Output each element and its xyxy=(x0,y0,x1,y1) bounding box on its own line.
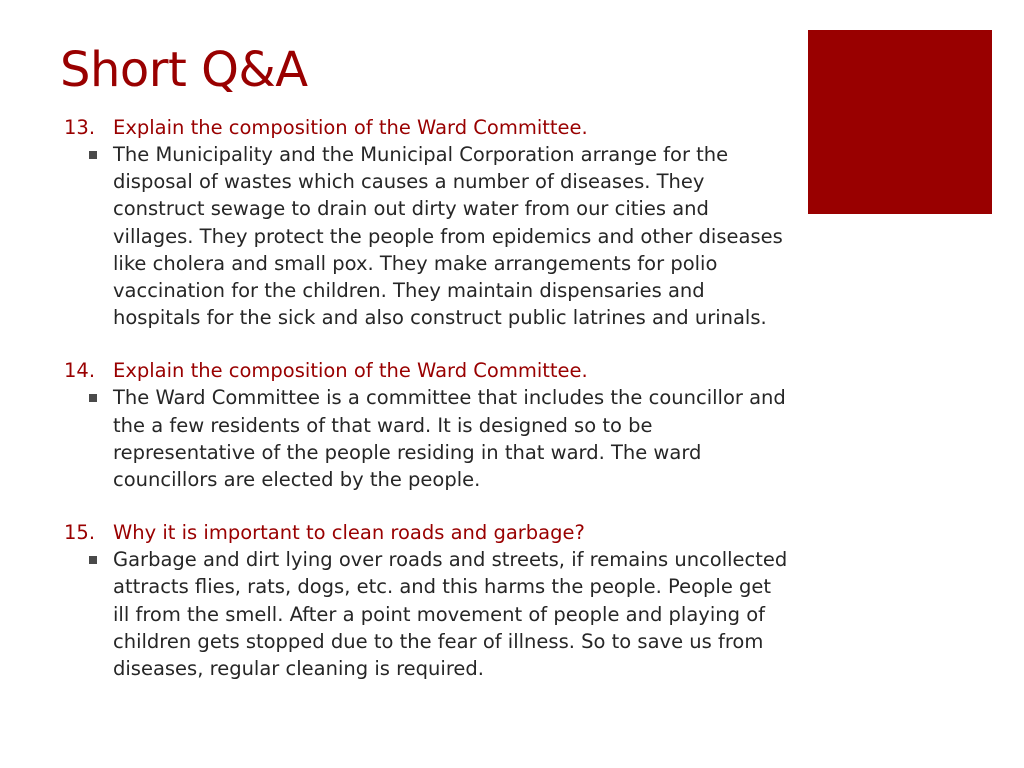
answer-text: The Ward Committee is a committee that includes the councillor and the a few residents of that ward. It is designed so to be representative of the people residing in that ward. The ward councillors are elected by the people. xyxy=(113,386,786,492)
question-text: Why it is important to clean roads and garbage? xyxy=(113,521,585,545)
answer-text: The Municipality and the Municipal Corporation arrange for the disposal of wastes which causes a number of diseases. They construct sewage to drain out dirty water from our cities and villages. They protect the people from epidemics and other diseases like cholera and small pox. They make arrangements for polio vaccination for the children. They maintain dispensaries and hospitals for the sick and also construct public latrines and urinals. xyxy=(113,143,783,330)
qa-item-14 xyxy=(0,357,800,493)
slide-content xyxy=(0,114,800,708)
question-text: Explain the composition of the Ward Committee. xyxy=(113,359,588,383)
accent-box xyxy=(808,30,992,214)
square-bullet-icon xyxy=(89,151,97,159)
question xyxy=(0,519,800,546)
question-number: 13. xyxy=(64,116,96,139)
answer xyxy=(0,141,793,331)
answer xyxy=(0,384,793,493)
qa-item-13 xyxy=(0,114,800,331)
question xyxy=(0,114,800,141)
question-number: 14. xyxy=(64,359,96,383)
answer-text: Garbage and dirt lying over roads and streets, if remains uncollected attracts flies, rats, dogs, etc. and this harms the people. People get ill from the smell. After a point movement of people and playing of children gets stopped due to the fear of illness. So to save us from diseases, regular cleaning is required. xyxy=(113,548,788,681)
square-bullet-icon xyxy=(89,394,97,402)
question-number: 15. xyxy=(64,521,96,545)
question-text: Explain the composition of the Ward Committee. xyxy=(113,116,588,139)
slide-title: Short Q&A xyxy=(60,42,308,98)
square-bullet-icon xyxy=(89,556,97,564)
qa-item-15 xyxy=(0,519,800,682)
answer xyxy=(0,546,793,682)
question xyxy=(0,357,800,384)
